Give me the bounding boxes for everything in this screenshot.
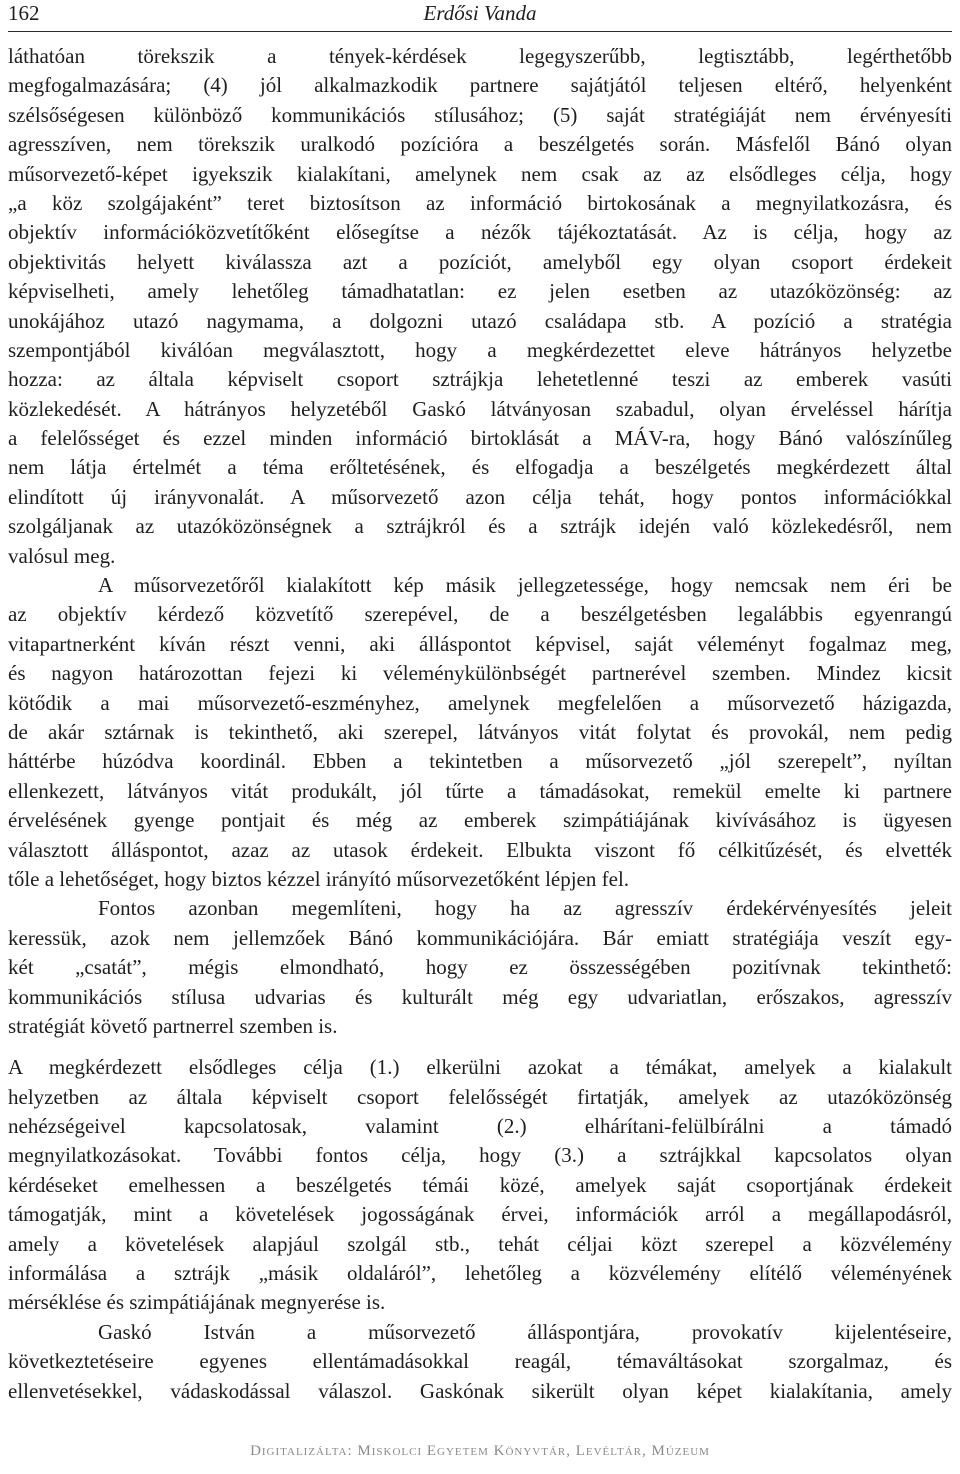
text-line: objektív információközvetítőként elősegítse a nézők tájékoztatását. Az is célja, hogy az: [8, 220, 952, 245]
paragraph: [8, 42, 952, 571]
text-line: kötődik a mai műsorvezető-eszményhez, amelynek megfelelően a műsorvezető házigazda,: [8, 690, 952, 715]
text-line: hozza: az általa képviselt csoport sztrájkja lehetetlenné teszi az emberek vasúti: [8, 367, 952, 392]
text-line: keressük, azok nem jellemzőek Bánó kommunikációjára. Bár emiatt stratégiája veszít egy-: [8, 925, 952, 950]
text-line: Gaskó István a műsorvezető álláspontjára, provokatív kijelentéseire,: [98, 1319, 952, 1344]
text-line: megfogalmazására; (4) jól alkalmazkodik partnere sajátjától teljesen eltérő, helyenként: [8, 73, 952, 98]
text-line: elindított új irányvonalát. A műsorvezető azon célja tehát, hogy pontos információkkal: [8, 484, 952, 509]
text-line: szempontjából kiválóan megválasztott, hogy a megkérdezettet eleve hátrányos helyzetbe: [8, 337, 952, 362]
text-line: „a köz szolgájaként” teret biztosítson az információ birtokosának a megnyilatkozásra, és: [8, 190, 952, 215]
paragraph: [8, 1318, 952, 1406]
text-line: Fontos azonban megemlíteni, hogy ha az agresszív érdekérvényesítés jeleit: [98, 896, 952, 921]
text-line: helyzetben az általa képviselt csoport felelősségét firtatják, amelyek az utazóközönség: [8, 1084, 952, 1109]
text-line: az objektív kérdező közvetítő szerepével, de a beszélgetésben legalábbis egyenrangú: [8, 602, 952, 627]
text-line: háttérbe húzódva koordinál. Ebben a tekintetben a műsorvezető „jól szerepelt”, nyíltan: [8, 749, 952, 774]
text-line: képviselheti, amely lehetőleg támadhatatlan: ez jelen esetben az utazóközönség: az: [8, 279, 952, 304]
text-line: kérdéseket emelhessen a beszélgetés témái közé, amelyek saját csoportjának érdekeit: [8, 1172, 952, 1197]
text-line: érvelésének gyenge pontjait és még az emberek szimpátiájának kivívásához is ügyesen: [8, 808, 952, 833]
text-line: amely a követelések alapjául szolgál stb., tehát céljai közt szerepel a közvélemény: [8, 1231, 952, 1256]
text-line: A műsorvezetőről kialakított kép másik jellegzetessége, hogy nemcsak nem éri be: [98, 573, 952, 598]
body-text: [8, 42, 952, 1406]
text-line: mérséklése és szimpátiájának megnyerése is.: [8, 1290, 386, 1315]
page-header: [8, 0, 952, 32]
text-line: valósul meg.: [8, 543, 116, 568]
text-line: két „csatát”, mégis elmondható, hogy ez összességében pozitívnak tekinthető:: [8, 955, 952, 980]
text-line: megnyilatkozásokat. További fontos célja, hogy (3.) a sztrájkkal kapcsolatos olyan: [8, 1143, 952, 1168]
text-line: objektivitás helyett kiválassza azt a pozíciót, amelyből egy olyan csoport érdekeit: [8, 249, 952, 274]
page-number: 162: [8, 1, 40, 25]
text-line: és nagyon határozottan fejezi ki véleménykülönbségét partnerével szemben. Mindez kicsit: [8, 661, 952, 686]
paragraph: [8, 1053, 952, 1318]
text-line: informálása a sztrájk „másik oldaláról”, lehetőleg a közvélemény elítélő véleményének: [8, 1261, 952, 1286]
text-line: ellenkezett, látványos vitát produkált, jól tűrte a támadásokat, remekül emelte ki partnere: [8, 778, 952, 803]
text-line: a felelősséget és ezzel minden információ birtoklását a MÁV-ra, hogy Bánó valószínűleg: [8, 426, 952, 451]
text-line: A megkérdezett elsődleges célja (1.) elkerülni azokat a témákat, amelyek a kialakult: [8, 1055, 952, 1080]
text-line: unokájához utazó nagymama, a dolgozni utazó családapa stb. A pozíció a stratégia: [8, 308, 952, 333]
text-line: de akár sztárnak is tekinthető, aki szerepel, látványos vitát folytat és provokál, nem pedig: [8, 719, 952, 744]
text-line: támogatják, mint a követelések jogosságának érvei, információk arról a megállapodásról,: [8, 1202, 952, 1227]
text-line: vitapartnerként kíván részt venni, aki álláspontot képvisel, saját véleményt fogalmaz meg,: [8, 631, 952, 656]
text-line: tőle a lehetőséget, hogy biztos kézzel irányító műsorvezetőként lépjen fel.: [8, 866, 630, 891]
text-line: szolgáljanak az utazóközönségnek a sztrájkról és a sztrájk idején való közlekedésről, nem: [8, 514, 952, 539]
text-line: láthatóan törekszik a tények-kérdések legegyszerűbb, legtisztább, legérthetőbb: [8, 44, 952, 68]
text-line: választott álláspontot, azaz az utasok érdekeit. Elbukta viszont fő célkitűzését, és elvették: [8, 837, 952, 862]
paragraph-gap: [8, 1041, 952, 1053]
text-line: stratégiát követő partnerrel szemben is.: [8, 1013, 338, 1038]
text-line: nem látja értelmét a téma erőltetésének, és elfogadja a beszélgetés megkérdezett által: [8, 455, 952, 480]
digitization-watermark: Digitalizálta: Miskolci Egyetem Könyvtár, Levéltár, Múzeum: [250, 1443, 710, 1459]
text-line: műsorvezető-képet igyekszik kialakítani, amelynek nem csak az az elsődleges célja, hogy: [8, 161, 952, 186]
running-head-author: Erdősi Vanda: [423, 1, 537, 25]
text-line: következtetéseire egyenes ellentámadásokkal reagál, témaváltásokat szorgalmaz, és: [8, 1349, 952, 1374]
text-line: közlekedését. A hátrányos helyzetéből Gaskó látványosan szabadul, olyan érveléssel hárítja: [8, 396, 952, 421]
paragraph: [8, 571, 952, 894]
text-line: ellenvetésekkel, vádaskodással válaszol. Gaskónak sikerült olyan képet kialakítania, amely: [8, 1378, 952, 1403]
text-line: nehézségeivel kapcsolatosak, valamint (2.) elhárítani-felülbírálni a támadó: [8, 1114, 952, 1139]
text-line: kommunikációs stílusa udvarias és kulturált még egy udvariatlan, erőszakos, agresszív: [8, 984, 952, 1009]
text-line: agresszíven, nem törekszik uralkodó pozícióra a beszélgetés során. Másfelől Bánó olyan: [8, 132, 952, 157]
text-line: szélsőségesen különböző kommunikációs stílusához; (5) saját stratégiáját nem érvényesíti: [8, 102, 952, 127]
paragraph: [8, 894, 952, 1041]
